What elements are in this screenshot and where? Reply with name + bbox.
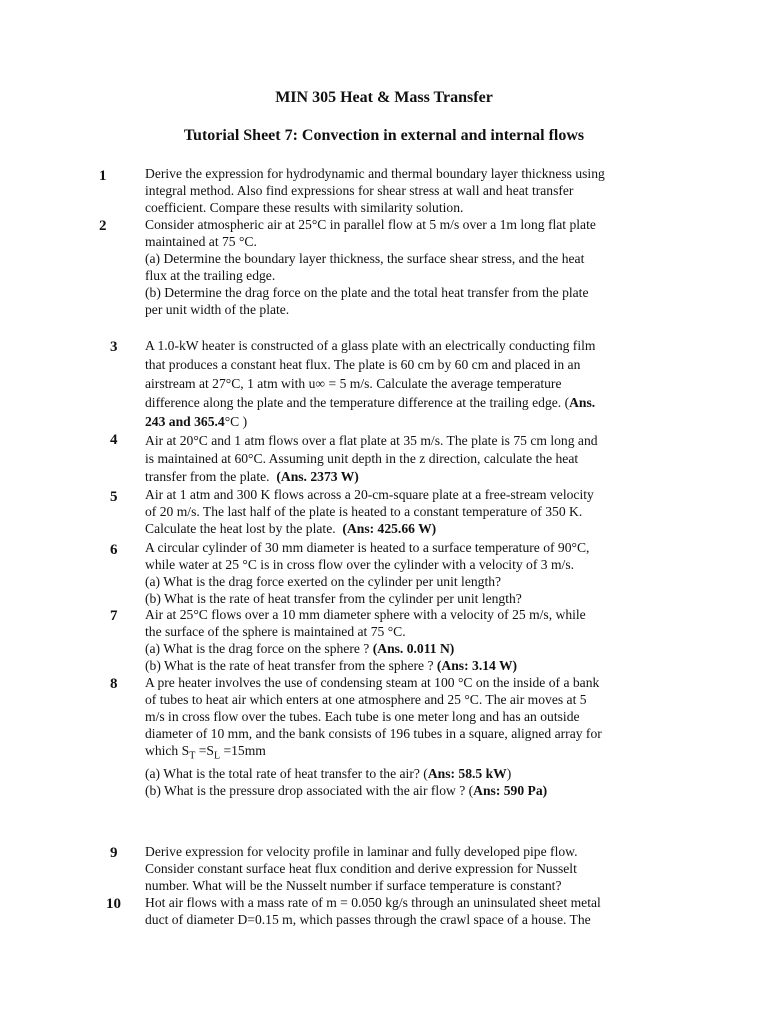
question-number: 9 (110, 845, 118, 861)
question-line: Derive the expression for hydrodynamic and thermal boundary layer thickness using (145, 166, 605, 181)
question-number: 2 (99, 218, 107, 234)
question-number: 5 (110, 489, 118, 505)
question-line: (a) What is the total rate of heat transfer to the air? ( (145, 765, 428, 781)
question-line: integral method. Also find expressions for shear stress at wall and heat transfer (145, 183, 574, 198)
question-number: 8 (110, 676, 118, 692)
question-line: (b) What is the rate of heat transfer from the cylinder per unit length? (145, 591, 522, 606)
answer: (Ans: 425.66 W) (342, 521, 437, 536)
question-line: which S (145, 743, 190, 758)
question-line: while water at 25 °C is in cross flow over the cylinder with a velocity of 3 m/s. (145, 557, 575, 572)
sheet-title: Tutorial Sheet 7: Convection in external and internal flows (183, 127, 585, 144)
question-line: A circular cylinder of 30 mm diameter is heated to a surface temperature of 90°C, (145, 540, 590, 555)
question-line: Consider constant surface heat flux condition and derive expression for Nusselt (145, 861, 577, 876)
question-line: the surface of the sphere is maintained at 75 °C. (145, 624, 406, 639)
subscript: L (213, 750, 221, 762)
answer-close: ) (542, 782, 548, 798)
question-line: flux at the trailing edge. (145, 268, 276, 283)
question-line: m/s in cross flow over the tubes. Each tube is one meter long and has an outside (145, 709, 580, 724)
question-line: of 20 m/s. The last half of the plate is heated to a constant temperature of 350 K. (145, 504, 583, 519)
answer-value: 243 and 365.4 (145, 414, 225, 429)
question-number: 7 (110, 608, 118, 624)
answer: (Ans. 0.011 N) (372, 641, 455, 656)
question-line: (b) What is the pressure drop associated with the air flow ? ( (145, 782, 474, 798)
equation-part: =15mm (220, 743, 266, 758)
question-line: transfer from the plate. (145, 469, 270, 484)
question-line: coefficient. Compare these results with similarity solution. (145, 200, 464, 215)
question-line: Air at 25°C flows over a 10 mm diameter sphere with a velocity of 25 m/s, while (145, 607, 586, 622)
question-line: diameter of 10 mm, and the bank consists of 196 tubes in a square, aligned array for (145, 726, 602, 741)
subscript: T (189, 750, 196, 762)
question-line: (a) Determine the boundary layer thickness, the surface shear stress, and the heat (145, 251, 585, 266)
answer: (Ans: 3.14 W) (436, 658, 518, 673)
question-line: Derive expression for velocity profile in laminar and fully developed pipe flow. (145, 844, 578, 859)
answer-close: ) (506, 765, 512, 781)
question-line: (a) What is the drag force on the sphere ? (145, 641, 370, 656)
question-line: Calculate the heat lost by the plate. (145, 521, 336, 536)
question-line: Air at 20°C and 1 atm flows over a flat plate at 35 m/s. The plate is 75 cm long and (145, 433, 598, 448)
equation-part: =S (195, 743, 214, 758)
question-number: 6 (110, 542, 118, 558)
question-line: Air at 1 atm and 300 K flows across a 20-cm-square plate at a free-stream velocity (145, 487, 594, 502)
question-line: is maintained at 60°C. Assuming unit depth in the z direction, calculate the heat (145, 451, 579, 466)
answer: (Ans. 2373 W) (276, 469, 359, 484)
question-line: (b) What is the rate of heat transfer from the sphere ? (145, 658, 434, 673)
answer-label: Ans. (569, 395, 596, 410)
question-number: 3 (110, 339, 118, 355)
question-line: (a) What is the drag force exerted on the cylinder per unit length? (145, 574, 502, 589)
course-title: MIN 305 Heat & Mass Transfer (275, 89, 493, 106)
question-line: that produces a constant heat flux. The plate is 60 cm by 60 cm and placed in an (145, 357, 581, 372)
question-line: A pre heater involves the use of condensing steam at 100 °C on the inside of a bank (145, 675, 600, 690)
question-line: maintained at 75 °C. (145, 234, 257, 249)
question-number: 10 (106, 896, 121, 912)
question-line: Consider atmospheric air at 25°C in parallel flow at 5 m/s over a 1m long flat plate (145, 217, 596, 232)
question-line: airstream at 27°C, 1 atm with u∞ = 5 m/s. Calculate the average temperature (145, 376, 562, 391)
question-line: of tubes to heat air which enters at one atmosphere and 25 °C. The air moves at 5 (145, 692, 587, 707)
question-number: 4 (110, 432, 118, 448)
question-line: per unit width of the plate. (145, 302, 290, 317)
question-number: 1 (99, 168, 107, 184)
question-line: (b) Determine the drag force on the plate and the total heat transfer from the plate (145, 285, 589, 300)
question-line: A 1.0-kW heater is constructed of a glass plate with an electrically conducting film (145, 338, 596, 353)
question-line: duct of diameter D=0.15 m, which passes through the crawl space of a house. The (145, 912, 591, 927)
answer: Ans: 590 Pa (473, 782, 543, 798)
question-line: difference along the plate and the temperature difference at the trailing edge. ( (145, 395, 570, 410)
answer: Ans: 58.5 kW (427, 765, 507, 781)
question-line: number. What will be the Nusselt number if surface temperature is constant? (145, 878, 562, 893)
question-line: Hot air flows with a mass rate of m = 0.050 kg/s through an uninsulated sheet metal (145, 895, 601, 910)
answer-tail: °C ) (224, 414, 248, 429)
